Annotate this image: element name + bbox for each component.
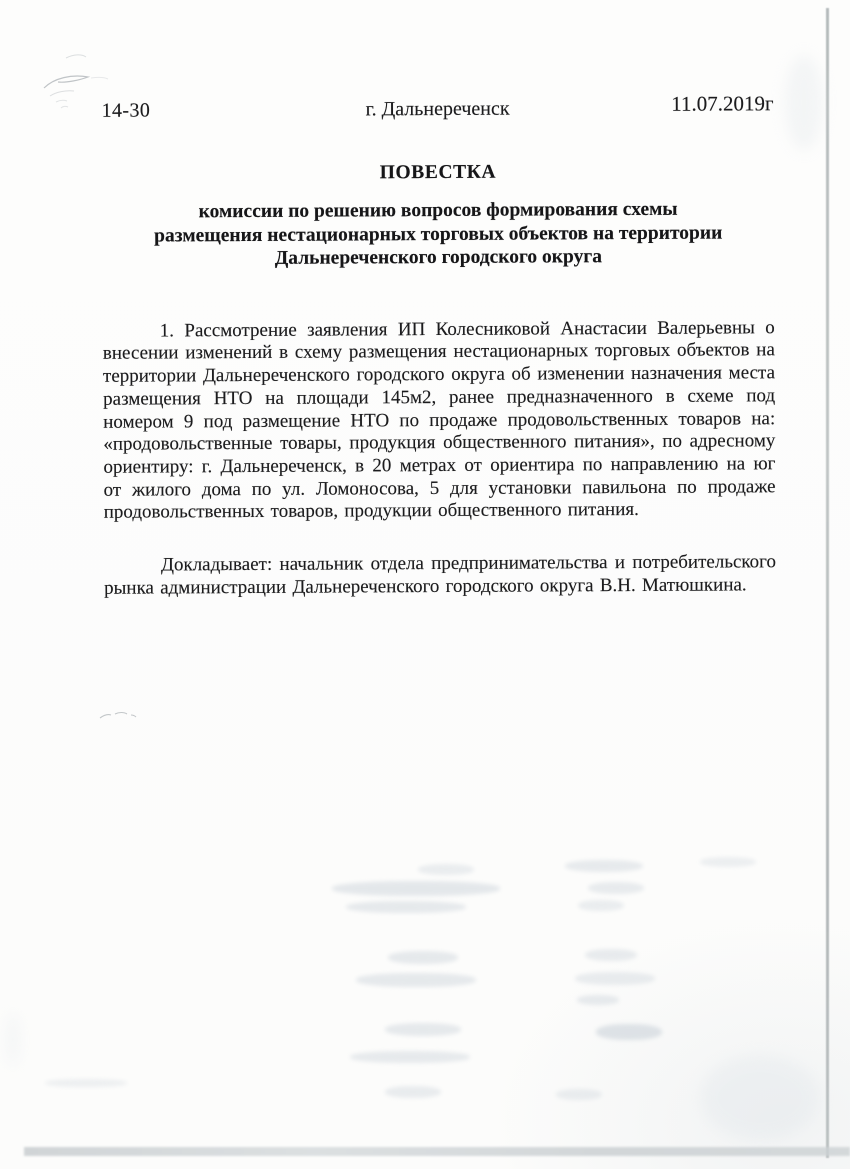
bleed-through-mark — [588, 882, 644, 894]
bleed-through-mark — [700, 857, 756, 867]
document-header — [101, 91, 774, 123]
agenda-item-1: 1. Рассмотрение заявления ИП Колесниковой Анастасии Валерьевны о внесении изменений в схему размещения нестационарных торговых объектов на территории Дальнереченского городского округа об изменении назначения места размещения НТО на площади 145м2, ранее предназначенного в схеме под номером 9 под размещение НТО по продаже продовольственных товаров на: «продовольственные товары, продукция общественного питания», по адресному ориентиру: г. Дальнереченск, в 20 метрах от ориентира по направлению на юг от жилого дома по ул. Ломоносова, 5 для установки павильона по продаже продовольственных товаров, продукции общественного питания. — [102, 317, 776, 524]
bleed-through-mark — [596, 1024, 662, 1040]
page-right-edge-shadow — [826, 8, 829, 1158]
small-pencil-mark — [98, 708, 138, 722]
bleed-through-mark — [385, 1086, 441, 1098]
scan-shading — [700, 1055, 820, 1140]
bleed-through-mark — [45, 1079, 127, 1087]
bleed-through-mark — [332, 881, 500, 896]
bleed-through-mark — [418, 864, 474, 875]
bleed-through-mark — [575, 972, 655, 985]
bleed-through-mark — [578, 900, 624, 911]
scan-shading — [6, 1012, 20, 1067]
bleed-through-mark — [350, 1051, 470, 1063]
bleed-through-mark — [577, 995, 619, 1005]
protocol-number: 14-30 — [101, 99, 151, 122]
document-subtitle: комиссии по решению вопросов формирования схемы размещения нестационарных торговых объектов на территории Дальнереченского городского округа — [154, 198, 723, 270]
speaker-paragraph: Докладывает: начальник отдела предпринимательства и потребительского рынка администрации Дальнереченского городского округа В.Н. Матюшкина. — [104, 551, 777, 599]
document-city: г. Дальнереченск — [365, 97, 510, 121]
bleed-through-mark — [385, 1023, 461, 1036]
bleed-through-mark — [388, 951, 458, 964]
document-date: 11.07.2019г — [671, 91, 774, 116]
document-content — [101, 0, 776, 619]
bleed-through-mark — [585, 949, 637, 961]
bleed-through-mark — [556, 1089, 602, 1100]
bleed-through-mark — [356, 973, 476, 987]
scan-shading — [785, 55, 823, 150]
document-title: ПОВЕСТКА — [379, 161, 497, 184]
bleed-through-mark — [346, 901, 466, 913]
bleed-through-mark — [565, 860, 643, 872]
page-bottom-edge-shadow — [24, 1147, 850, 1156]
